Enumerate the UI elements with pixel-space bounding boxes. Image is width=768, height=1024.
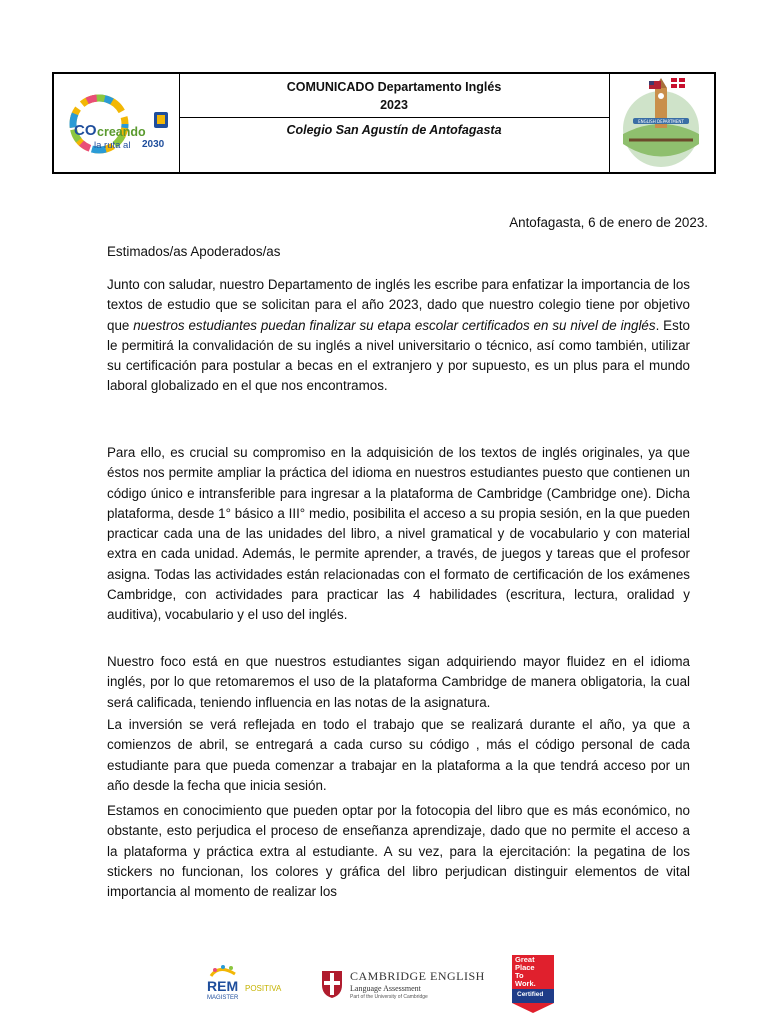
gptw-line-3: To <box>515 971 524 980</box>
logo-creando-text: creando <box>97 125 146 139</box>
paragraph-1-italic: nuestros estudiantes puedan finalizar su etapa escolar certificados en su nivel de inglés <box>133 317 656 333</box>
paragraph-4-text: La inversión se verá reflejada en todo el trabajo que se realizará durante el año, ya que a comienzos de abril, se entregará a cada curso su código , más el código personal de cada estudiante para que pueda comenzar a trabajar en la plataforma a la que tendrá acceso por un año desde la fecha que inicia sesión. <box>107 717 690 793</box>
english-department-caption: ENGLISH DEPARTMENT <box>638 119 684 124</box>
header-table <box>52 72 716 174</box>
paragraph-4 <box>107 715 690 796</box>
gptw-text <box>515 956 536 988</box>
rem-sub-text: MAGISTER <box>207 995 239 1001</box>
rem-logo <box>205 962 295 1012</box>
paragraph-2 <box>107 443 690 626</box>
cocreando-logo <box>54 74 176 172</box>
gptw-line-4: Work. <box>515 979 536 988</box>
paragraph-1-a: Junto con saludar, nuestro Departamento de inglés les escribe para enfatizar la importancia de los textos de estudio que se solicitan para el año 2023, dado que nuestro colegio tiene por objetivo que <box>107 277 690 333</box>
rem-text: REM <box>207 978 239 994</box>
header-left-cell <box>54 74 180 172</box>
paragraph-1-b: . Esto le permitirá la convalidación de su inglés a nivel universitario o técnico, así como también, utilizar su certificación para postular a becas en el extranjero y por supuesto, es un plus para el mundo laboral globalizado en el que nos encontramos. <box>107 317 690 394</box>
cambridge-shield-icon <box>320 969 344 999</box>
great-place-to-work-badge <box>510 953 556 1015</box>
paragraph-5-text: Estamos en conocimiento que pueden optar por la fotocopia del libro que es más económico, no obstante, esto perjudica el proceso de enseñanza aprendizaje, dado que no permite el acceso a la plataforma y práctica extra al estudiante. A su vez, para la ejercitación: la pegatina de los stickers no funcionan, los colores y gráfica del libro perjudican distinguir elementos de vital importancia al momento de realizar los <box>107 803 690 900</box>
cambridge-title: CAMBRIDGE ENGLISH <box>350 969 485 983</box>
cambridge-tiny: Part of the University of Cambridge <box>350 994 428 1000</box>
english-department-logo <box>609 74 714 172</box>
logo-co-text: CO <box>74 122 97 139</box>
positiva-text: POSITIVA <box>245 984 282 993</box>
paragraph-3 <box>107 652 690 713</box>
gptw-line-1: Great <box>515 955 535 964</box>
header-school: Colegio San Agustín de Antofagasta <box>286 123 502 137</box>
cambridge-logo <box>320 967 490 1007</box>
paragraph-2-text: Para ello, es crucial su compromiso en la adquisición de los textos de inglés originales, ya que éstos nos permite ampliar la práctica del idioma en nuestros estudiantes puesto que contienen un código único e intransferible para ingresar a la plataforma de Cambridge (Cambridge one). Dicha plataforma, desde 1° básico a III° medio, posibilita el acceso a su propia sesión, en la que pueden practicar cada una de las unidades del libro, a nivel gramatical y de vocabulario y con material extra en cada unidad. Además, le permite aprender, a través, de juegos y tareas que el profesor asigna. Todas las actividades están relacionadas con el formato de certificación de los exámenes Cambridge, con actividades para practicar las 4 habilidades (escritura, lectura, oralidad y auditiva), vocabulario y el uso del inglés. <box>107 445 690 623</box>
header-right-cell <box>609 74 716 172</box>
header-title-line1: COMUNICADO Departamento Inglés <box>286 80 502 94</box>
salutation: Estimados/as Apoderados/as <box>107 244 281 259</box>
paragraph-1 <box>107 275 690 397</box>
gptw-line-2: Place <box>515 963 535 972</box>
header-center-cell <box>179 74 610 172</box>
gptw-certified: Certified <box>517 991 544 998</box>
paragraph-5 <box>107 801 690 902</box>
logo-ruta-text: la ruta al <box>94 140 131 151</box>
logo-year-text: 2030 <box>142 139 165 150</box>
letter-date: Antofagasta, 6 de enero de 2023. <box>509 215 708 230</box>
header-title <box>179 74 609 118</box>
cambridge-subtitle: Language Assessment <box>350 984 421 993</box>
paragraph-3-text: Nuestro foco está en que nuestros estudiantes sigan adquiriendo mayor fluidez en el idioma inglés, por lo que retomaremos el uso de la plataforma Cambridge de manera obligatoria, la cual será calificada, teniendo influencia en las notas de la asignatura. <box>107 654 690 710</box>
header-title-line2: 2023 <box>380 98 408 112</box>
